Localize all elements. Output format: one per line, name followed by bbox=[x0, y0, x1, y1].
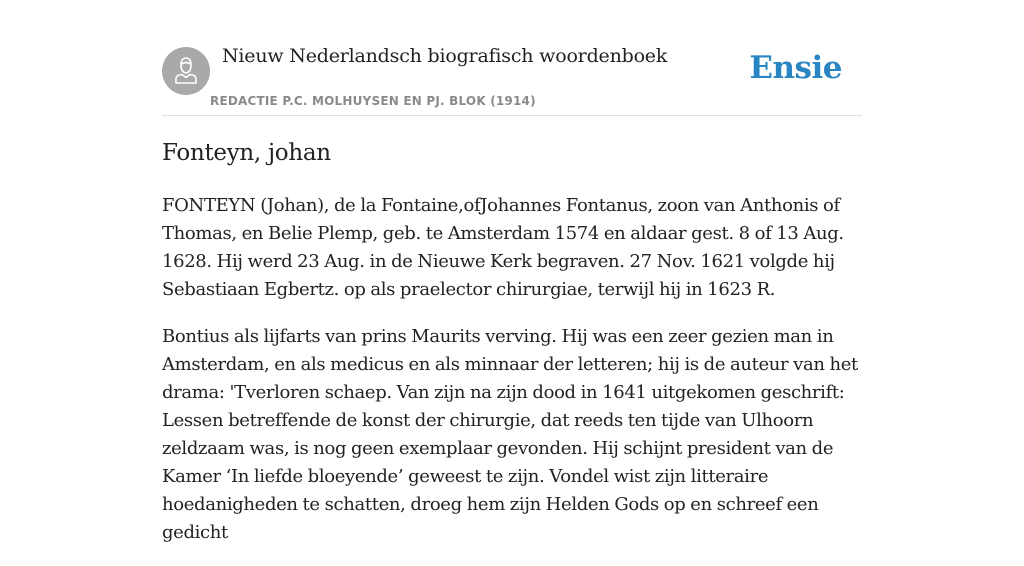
article-title: Fonteyn, johan bbox=[162, 140, 331, 166]
article-paragraph: FONTEYN (Johan), de la Fontaine,ofJohannes Fontanus, zoon van Anthonis of Thomas, en Belie Plemp, geb. te Amsterdam 1574 en aldaar gest. 8 of 13 Aug. 1628. Hij werd 23 Aug. in de Nieuwe Kerk begraven. 27 Nov. 1621 volgde hij Sebastiaan Egbertz. op als praelector chirurgiae, terwijl hij in 1623 R. bbox=[162, 195, 844, 300]
source-editors: REDACTIE P.C. MOLHUYSEN EN PJ. BLOK (1914) bbox=[210, 94, 536, 108]
article-body bbox=[162, 192, 862, 566]
article-paragraph: Bontius als lijfarts van prins Maurits verving. Hij was een zeer gezien man in Amsterdam, en als medicus en als minnaar der letteren; hij is de auteur van het drama: 'Tverloren schaep. Van zijn na zijn dood in 1641 uitgekomen geschrift: Lessen betreffende de konst der chirurgie, dat reeds ten tijde van Ulhoorn zeldzaam was, is nog geen exemplaar gevonden. Hij schijnt president van de Kamer ‘In liefde bloeyende’ geweest te zijn. Vondel wist zijn litteraire hoedanigheden te schatten, droeg hem zijn Helden Gods op en schreef een gedicht bbox=[162, 326, 858, 543]
avatar[interactable] bbox=[162, 47, 210, 95]
page bbox=[162, 0, 862, 543]
source-title[interactable]: Nieuw Nederlandsch biografisch woordenboek bbox=[222, 45, 668, 67]
source-header bbox=[162, 0, 862, 116]
person-icon bbox=[162, 47, 210, 95]
brand-logo[interactable]: Ensie bbox=[749, 50, 842, 86]
